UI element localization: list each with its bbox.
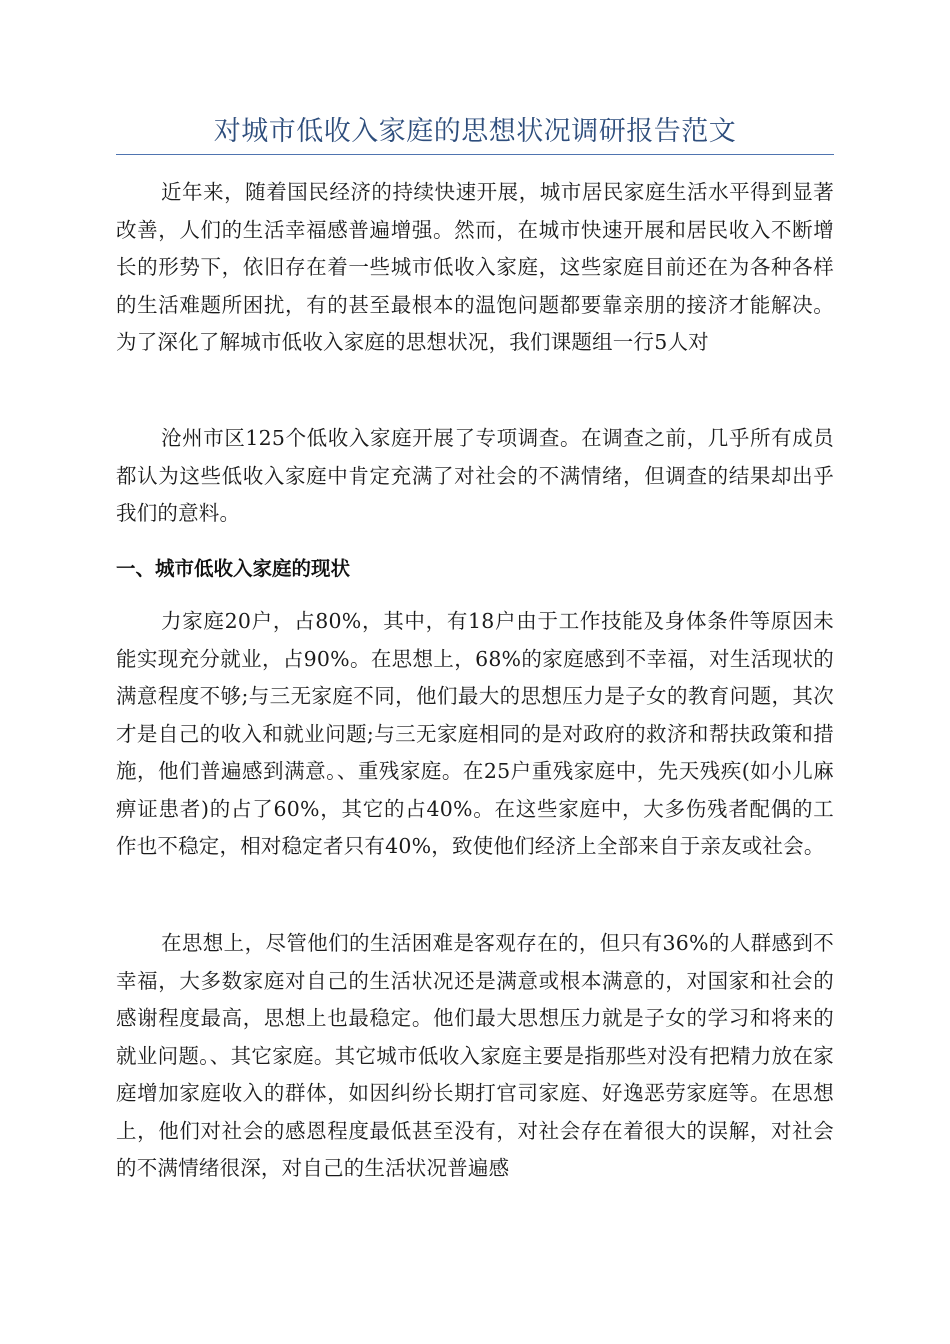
survey-paragraph: 沧州市区125个低收入家庭开展了专项调查。在调查之前，几乎所有成员都认为这些低收入家庭中肯定充满了对社会的不满情绪，但调查的结果却出乎我们的意料。: [116, 426, 834, 525]
section-heading: 一、城市低收入家庭的现状: [116, 557, 351, 580]
title-underline: [116, 154, 834, 155]
section-paragraph: 在思想上，尽管他们的生活困难是客观存在的，但只有36%的人群感到不幸福，大多数家庭对自己的生活状况还是满意或根本满意的，对国家和社会的感谢程度最高，思想上也最稳定。他们最大思想压力就是子女的学习和将来的就业问题。、其它家庭。其它城市低收入家庭主要是指那些对没有把精力放在家庭增加家庭收入的群体，如因纠纷长期打官司家庭、好逸恶劳家庭等。在思想上，他们对社会的感恩程度最低甚至没有，对社会存在着很大的误解，对社会的不满情绪很深，对自己的生活状况普遍感: [116, 931, 834, 1180]
document-title: 对城市低收入家庭的思想状况调研报告范文: [213, 116, 737, 147]
intro-paragraph: 近年来，随着国民经济的持续快速开展，城市居民家庭生活水平得到显著改善，人们的生活幸福感普遍增强。然而，在城市快速开展和居民收入不断增长的形势下，依旧存在着一些城市低收入家庭，这些家庭目前还在为各种各样的生活难题所困扰，有的甚至最根本的温饱问题都要靠亲朋的接济才能解决。为了深化了解城市低收入家庭的思想状况，我们课题组一行5人对: [116, 180, 834, 354]
section-paragraph: 力家庭20户，占80%，其中，有18户由于工作技能及身体条件等原因未能实现充分就业，占90%。在思想上，68%的家庭感到不幸福，对生活现状的满意程度不够;与三无家庭不同，他们最大的思想压力是子女的教育问题，其次才是自己的收入和就业问题;与三无家庭相同的是对政府的救济和帮扶政策和措施，他们普遍感到满意。、重残家庭。在25户重残家庭中，先天残疾(如小儿麻痹证患者)的占了60%，其它的占40%。在这些家庭中，大多伤残者配偶的工作也不稳定，相对稳定者只有40%，致使他们经济上全部来自于亲友或社会。: [116, 609, 834, 858]
